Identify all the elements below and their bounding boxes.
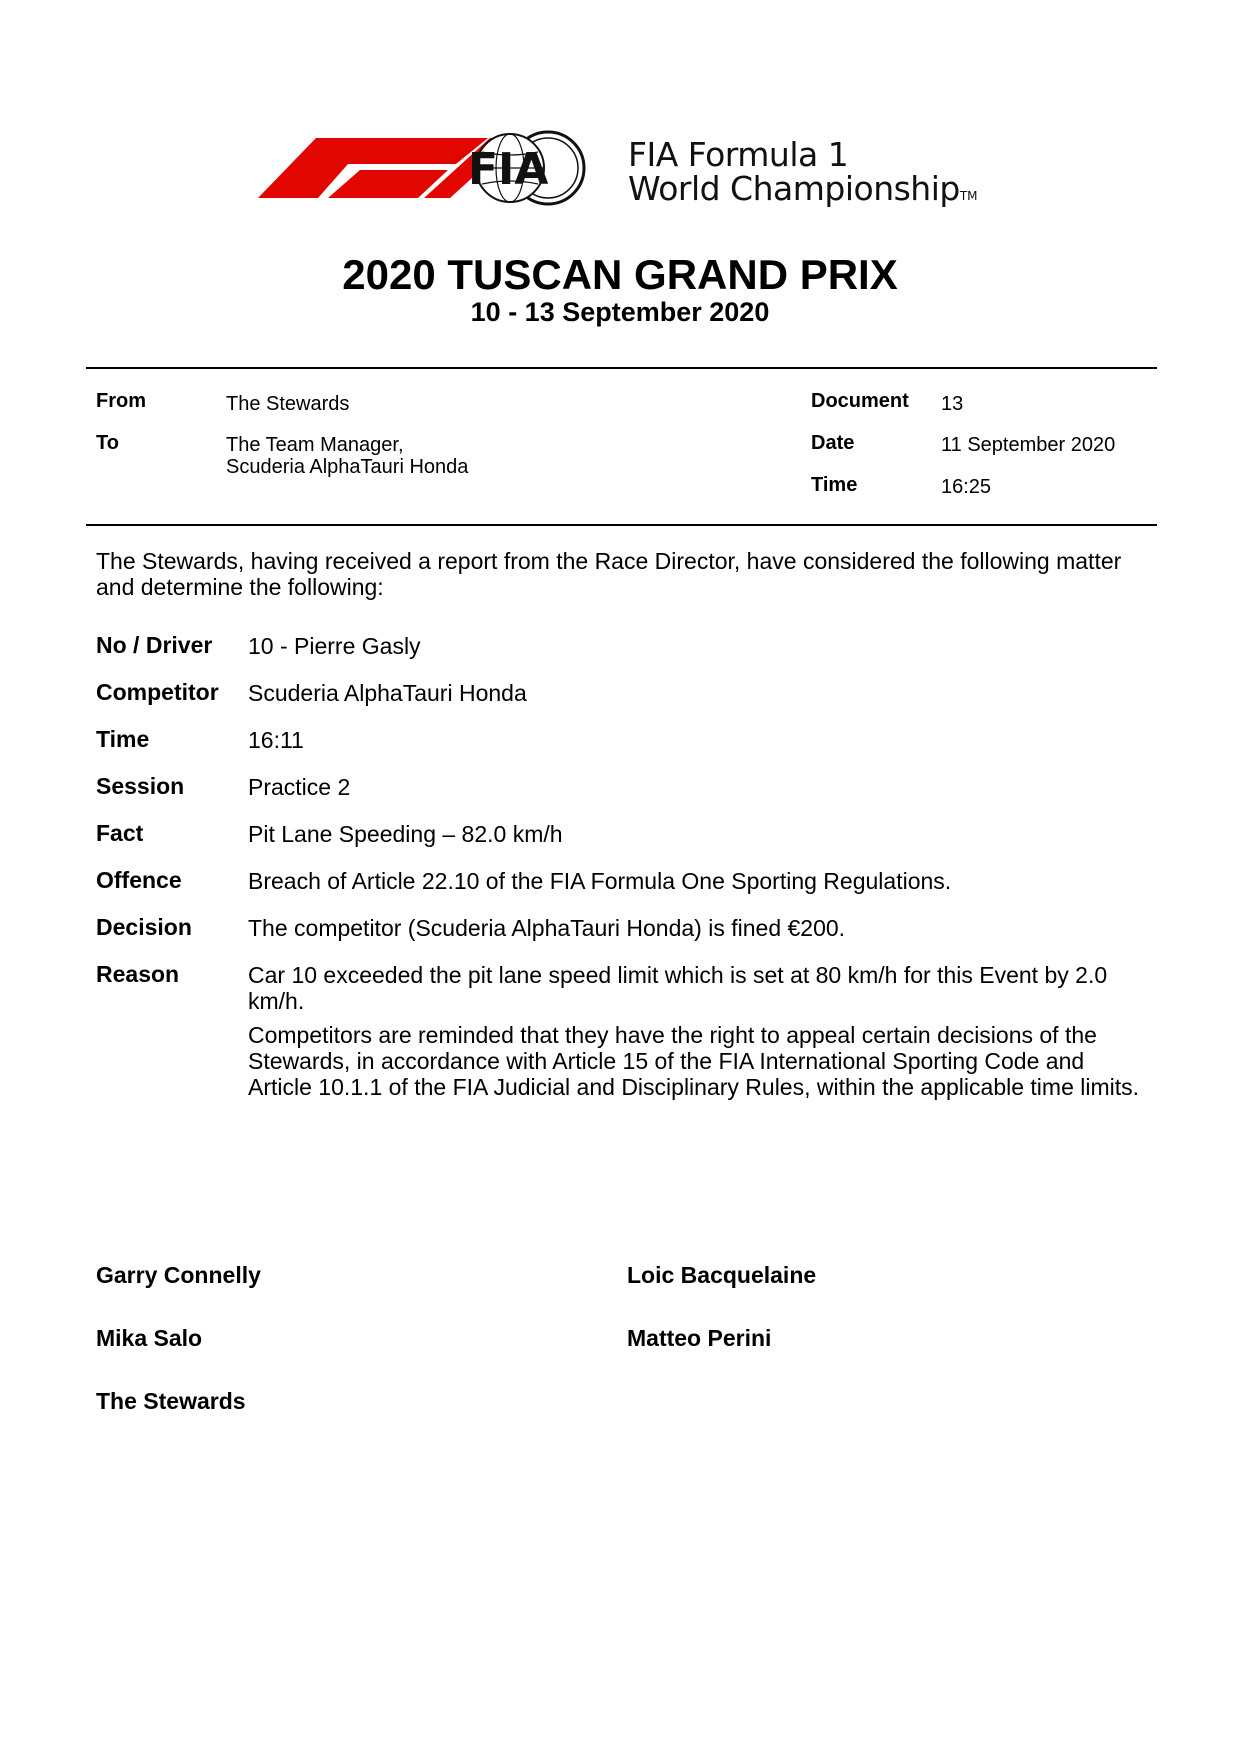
decision-value: The competitor (Scuderia AlphaTauri Honda) is fined €200. xyxy=(248,915,846,941)
reason-value: Car 10 exceeded the pit lane speed limit which is set at 80 km/h for this Event by 2.0 km/h. xyxy=(248,962,1108,1014)
f1-fia-logo xyxy=(258,128,1008,218)
intro-paragraph: The Stewards, having received a report from the Race Director, have considered the following matter and determine the following: xyxy=(96,548,1122,600)
bottom-divider xyxy=(86,524,1157,526)
steward-signature: Loic Bacquelaine xyxy=(627,1262,817,1288)
from-value: The Stewards xyxy=(226,393,350,415)
event-dates: 10 - 13 September 2020 xyxy=(470,297,770,327)
steward-signature: Mika Salo xyxy=(96,1325,203,1351)
session-label: Session xyxy=(96,773,185,799)
to-value-line1: The Team Manager, xyxy=(226,434,404,456)
time-label: Time xyxy=(811,474,858,496)
brand-line-1: FIA Formula 1 xyxy=(628,135,849,174)
brand-wordmark xyxy=(628,135,978,213)
svg-text:FIA: FIA xyxy=(468,144,549,195)
trademark-mark: TM xyxy=(959,189,978,203)
steward-signature: Garry Connelly xyxy=(96,1262,261,1288)
competitor-label: Competitor xyxy=(96,679,219,705)
fact-value: Pit Lane Speeding – 82.0 km/h xyxy=(248,821,563,847)
from-label: From xyxy=(96,390,146,412)
top-divider xyxy=(86,367,1157,369)
appeal-note: Competitors are reminded that they have the right to appeal certain decisions of the Stewards, in accordance with Article 15 of the FIA International Sporting Code and Article 10.1.1 of the FIA Judicial and Disciplinary Rules, within the applicable time limits. xyxy=(248,1022,1140,1100)
incident-time-value: 16:11 xyxy=(248,727,304,753)
to-value-line2: Scuderia AlphaTauri Honda xyxy=(226,456,469,478)
driver-value: 10 - Pierre Gasly xyxy=(248,633,421,659)
offence-value: Breach of Article 22.10 of the FIA Formula One Sporting Regulations. xyxy=(248,868,952,894)
document-value: 13 xyxy=(941,393,964,415)
decision-label: Decision xyxy=(96,914,192,940)
fact-label: Fact xyxy=(96,820,144,846)
time-value: 16:25 xyxy=(941,476,992,498)
brand-line-2: World Championship xyxy=(628,169,960,208)
date-value: 11 September 2020 xyxy=(941,434,1116,456)
date-label: Date xyxy=(811,432,855,454)
reason-label: Reason xyxy=(96,961,180,987)
competitor-value: Scuderia AlphaTauri Honda xyxy=(248,680,527,706)
incident-time-label: Time xyxy=(96,726,150,752)
session-value: Practice 2 xyxy=(248,774,351,800)
stewards-closing: The Stewards xyxy=(96,1388,246,1414)
offence-label: Offence xyxy=(96,867,182,893)
driver-label: No / Driver xyxy=(96,632,213,658)
event-title: 2020 TUSCAN GRAND PRIX xyxy=(342,251,898,298)
to-label: To xyxy=(96,432,119,454)
steward-signature: Matteo Perini xyxy=(627,1325,772,1351)
document-label: Document xyxy=(811,390,909,412)
